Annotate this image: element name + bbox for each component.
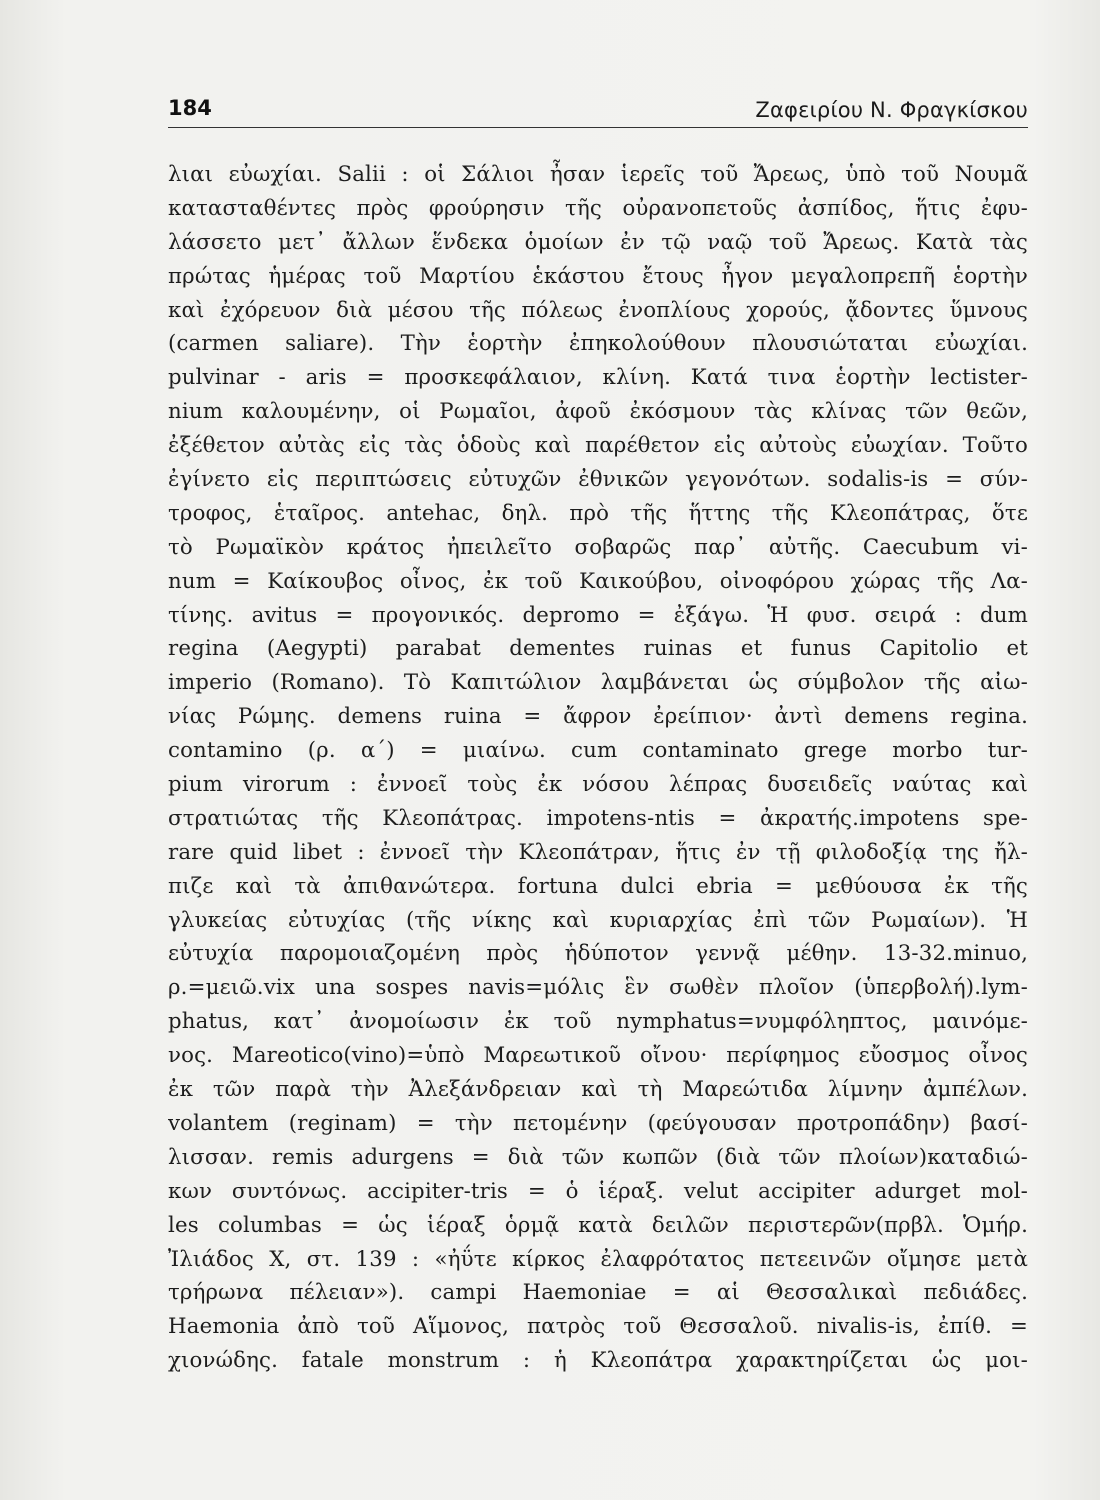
text-line: ἐγίνετο εἰς περιπτώσεις εὐτυχῶν ἐθνικῶν γεγονότων. sodalis-is = σύν- [168,467,1028,493]
text-line: κατασταθέντες πρὸς φρούρησιν τῆς οὐρανοπετοῦς ἀσπίδος, ἥτις ἐφυ- [168,195,1028,221]
text-line: χιονώδης. fatale monstrum : ἡ Κλεοπάτρα χαρακτηρίζεται ὡς μοι- [168,1348,1028,1374]
running-head: Ζαφειρίου Ν. Φραγκίσκου [755,98,1028,122]
text-line: imperio (Romano). Τὸ Καπιτώλιον λαμβάνεται ὡς σύμβολον τῆς αἰω- [168,670,1028,696]
text-line: λιαι εὐωχίαι. Salii : οἱ Σάλιοι ἦσαν ἱερεῖς τοῦ Ἄρεως, ὑπὸ τοῦ Νουμᾶ [168,162,1028,187]
text-line: ἐξέθετον αὐτὰς εἰς τὰς ὁδοὺς καὶ παρέθετον εἰς αὐτοὺς εὐωχίαν. Τοῦτο [168,433,1028,459]
text-line: πιζε καὶ τὰ ἀπιθανώτερα. fortuna dulci ebria = μεθύουσα ἐκ τῆς [168,873,1028,899]
text-line: τρήρωνα πέλειαν»). campi Haemoniae = αἱ Θεσσαλικαὶ πεδιάδες. [168,1280,1028,1306]
text-line: Haemonia ἀπὸ τοῦ Αἵμονος, πατρὸς τοῦ Θεσσαλοῦ. nivalis-is, ἐπίθ. = [168,1314,1028,1340]
text-line: κων συντόνως. accipiter-tris = ὁ ἱέραξ. velut accipiter adurget mol- [168,1178,1028,1204]
text-line: νίας Ρώμης. demens ruina = ἄφρον ἐρείπιον· ἀντὶ demens regina. [168,704,1028,730]
text-line: nium καλουμένην, οἱ Ρωμαῖοι, ἀφοῦ ἐκόσμουν τὰς κλίνας τῶν θεῶν, [168,399,1028,425]
text-line: (carmen saliare). Τὴν ἑορτὴν ἐπηκολούθουν πλουσιώταται εὐωχίαι. [168,331,1028,357]
text-line: contamino (ρ. α΄) = μιαίνω. cum contaminato grege morbo tur- [168,738,1028,764]
text-line: εὐτυχία παρομοιαζομένη πρὸς ἡδύποτον γεννᾷ μέθην. 13-32.minuo, [168,941,1028,967]
text-line: regina (Aegypti) parabat dementes ruinas et funus Capitolio et [168,636,1028,662]
header-rule [168,127,1028,128]
page-header [168,96,1028,126]
text-line: pulvinar - aris = προσκεφάλαιον, κλίνη. Κατά τινα ἑορτὴν lectister- [168,365,1028,391]
text-line: ἐκ τῶν παρὰ τὴν Ἀλεξάνδρειαν καὶ τὴ Μαρεώτιδα λίμνην ἀμπέλων. [168,1077,1028,1103]
text-line: τίνης. avitus = προγονικός. depromo = ἐξάγω. Ἡ φυσ. σειρά : dum [168,602,1028,628]
text-line: στρατιώτας τῆς Κλεοπάτρας. impotens-ntis = ἀκρατής.impotens spe- [168,805,1028,831]
text-line: πρώτας ἡμέρας τοῦ Μαρτίου ἑκάστου ἔτους ἦγον μεγαλοπρεπῆ ἑορτὴν [168,263,1028,289]
body-text [168,158,1028,1378]
text-line: rare quid libet : ἐννοεῖ τὴν Κλεοπάτραν, ἥτις ἐν τῇ φιλοδοξίᾳ της ἤλ- [168,839,1028,865]
text-line: λάσσετο μετ᾽ ἄλλων ἕνδεκα ὁμοίων ἐν τῷ ναῷ τοῦ Ἄρεως. Κατὰ τὰς [168,229,1028,255]
text-line: τὸ Ρωμαϊκὸν κράτος ἠπειλεῖτο σοβαρῶς παρ᾽ αὐτῆς. Caecubum vi- [168,534,1028,560]
text-line: νος. Mareotico(vino)=ὑπὸ Μαρεωτικοῦ οἴνου· περίφημος εὔοσμος οἶνος [168,1043,1028,1069]
page-number: 184 [168,96,212,120]
text-line: λισσαν. remis adurgens = διὰ τῶν κωπῶν (διὰ τῶν πλοίων)καταδιώ- [168,1144,1028,1170]
text-line: καὶ ἐχόρευον διὰ μέσου τῆς πόλεως ἐνοπλίους χορούς, ᾄδοντες ὕμνους [168,297,1028,323]
text-line: num = Καίκουβος οἶνος, ἐκ τοῦ Καικούβου, οἰνοφόρου χώρας τῆς Λα- [168,568,1028,594]
text-line: pium virorum : ἐννοεῖ τοὺς ἐκ νόσου λέπρας δυσειδεῖς ναύτας καὶ [168,772,1028,798]
text-line: Ἰλιάδος Χ, στ. 139 : «ἠΰτε κίρκος ἐλαφρότατος πετεεινῶν οἴμησε μετὰ [168,1246,1028,1272]
text-line: volantem (reginam) = τὴν πετομένην (φεύγουσαν προτροπάδην) βασί- [168,1110,1028,1136]
text-line: les columbas = ὡς ἱέραξ ὁρμᾷ κατὰ δειλῶν περιστερῶν(πρβλ. Ὁμήρ. [168,1212,1028,1238]
text-line: τροφος, ἑταῖρος. antehac, δηλ. πρὸ τῆς ἥττης τῆς Κλεοπάτρας, ὅτε [168,500,1028,526]
text-line: phatus, κατ᾽ ἀνομοίωσιν ἐκ τοῦ nymphatus=νυμφόληπτος, μαινόμε- [168,1009,1028,1035]
text-line: γλυκείας εὐτυχίας (τῆς νίκης καὶ κυριαρχίας ἐπὶ τῶν Ρωμαίων). Ἡ [168,907,1028,933]
text-line: ρ.=μειῶ.vix una sospes navis=μόλις ἓν σωθὲν πλοῖον (ὑπερβολή).lym- [168,975,1028,1001]
